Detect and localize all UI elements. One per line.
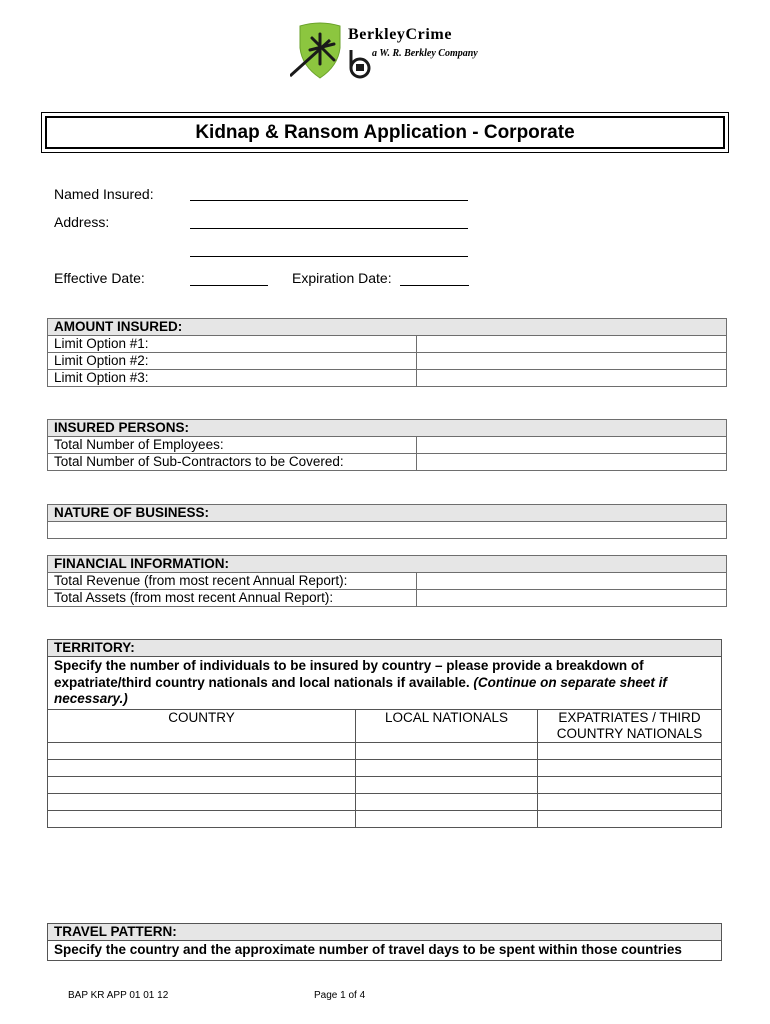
effective-date-label: Effective Date: bbox=[54, 270, 145, 286]
total-assets-label: Total Assets (from most recent Annual Report): bbox=[48, 590, 417, 607]
amount-insured-heading: AMOUNT INSURED: bbox=[48, 319, 727, 336]
page-number: Page 1 of 4 bbox=[314, 990, 366, 1001]
limit-option-2-label: Limit Option #2: bbox=[48, 353, 417, 370]
local-nationals-cell[interactable] bbox=[356, 742, 538, 759]
financial-information-heading: FINANCIAL INFORMATION: bbox=[48, 556, 727, 573]
limit-option-1-field[interactable] bbox=[417, 336, 727, 353]
country-cell[interactable] bbox=[48, 742, 356, 759]
limit-option-2-field[interactable] bbox=[417, 353, 727, 370]
travel-pattern-instruction: Specify the country and the approximate number of travel days to be spent within those countries bbox=[48, 941, 722, 961]
local-nationals-cell[interactable] bbox=[356, 776, 538, 793]
nature-of-business-heading: NATURE OF BUSINESS: bbox=[48, 505, 727, 522]
local-nationals-cell[interactable] bbox=[356, 793, 538, 810]
expiration-date-field[interactable] bbox=[400, 285, 469, 286]
address-line-2-field[interactable] bbox=[190, 256, 468, 257]
column-local-nationals: LOCAL NATIONALS bbox=[356, 709, 538, 742]
column-expatriates: EXPATRIATES / THIRD COUNTRY NATIONALS bbox=[538, 709, 722, 742]
insured-persons-table bbox=[47, 419, 727, 471]
territory-instruction-text: Specify the number of individuals to be insured by country – please provide a breakdown of expatriate/third country nationals and local nationals if available. bbox=[54, 658, 644, 690]
local-nationals-cell[interactable] bbox=[356, 810, 538, 827]
brand-name: BerkleyCrime bbox=[348, 26, 453, 43]
territory-heading: TERRITORY: bbox=[48, 640, 722, 657]
column-country: COUNTRY bbox=[48, 709, 356, 742]
territory-table bbox=[47, 639, 722, 828]
total-assets-field[interactable] bbox=[417, 590, 727, 607]
table-row bbox=[48, 742, 722, 759]
country-cell[interactable] bbox=[48, 810, 356, 827]
expatriates-cell[interactable] bbox=[538, 793, 722, 810]
table-row bbox=[48, 776, 722, 793]
expatriates-cell[interactable] bbox=[538, 742, 722, 759]
total-subcontractors-label: Total Number of Sub-Contractors to be Covered: bbox=[48, 454, 417, 471]
financial-information-table bbox=[47, 555, 727, 607]
nature-of-business-table bbox=[47, 504, 727, 539]
named-insured-field[interactable] bbox=[190, 200, 468, 201]
country-cell[interactable] bbox=[48, 793, 356, 810]
territory-instruction bbox=[48, 657, 722, 710]
limit-option-3-field[interactable] bbox=[417, 370, 727, 387]
country-cell[interactable] bbox=[48, 759, 356, 776]
insured-persons-heading: INSURED PERSONS: bbox=[48, 420, 727, 437]
expatriates-cell[interactable] bbox=[538, 759, 722, 776]
country-cell[interactable] bbox=[48, 776, 356, 793]
total-employees-label: Total Number of Employees: bbox=[48, 437, 417, 454]
table-row bbox=[48, 759, 722, 776]
page-title: Kidnap & Ransom Application - Corporate bbox=[195, 121, 575, 143]
expatriates-cell[interactable] bbox=[538, 776, 722, 793]
amount-insured-table bbox=[47, 318, 727, 387]
local-nationals-cell[interactable] bbox=[356, 759, 538, 776]
expatriates-cell[interactable] bbox=[538, 810, 722, 827]
territory-instruction-note: (Continue on separate sheet if necessary.) bbox=[54, 674, 667, 706]
nature-of-business-field[interactable] bbox=[48, 522, 727, 539]
brand-tagline: a W. R. Berkley Company bbox=[372, 48, 478, 59]
limit-option-3-label: Limit Option #3: bbox=[48, 370, 417, 387]
effective-date-field[interactable] bbox=[190, 285, 268, 286]
total-revenue-label: Total Revenue (from most recent Annual Report): bbox=[48, 573, 417, 590]
expiration-date-label: Expiration Date: bbox=[292, 270, 392, 286]
named-insured-label: Named Insured: bbox=[54, 186, 154, 202]
total-subcontractors-field[interactable] bbox=[417, 454, 727, 471]
total-revenue-field[interactable] bbox=[417, 573, 727, 590]
table-row bbox=[48, 793, 722, 810]
address-label: Address: bbox=[54, 214, 110, 230]
form-code: BAP KR APP 01 01 12 bbox=[68, 990, 169, 1001]
travel-pattern-heading: TRAVEL PATTERN: bbox=[48, 924, 722, 941]
title-box bbox=[45, 116, 725, 149]
total-employees-field[interactable] bbox=[417, 437, 727, 454]
table-row bbox=[48, 810, 722, 827]
travel-pattern-table bbox=[47, 923, 722, 961]
address-line-1-field[interactable] bbox=[190, 228, 468, 229]
limit-option-1-label: Limit Option #1: bbox=[48, 336, 417, 353]
